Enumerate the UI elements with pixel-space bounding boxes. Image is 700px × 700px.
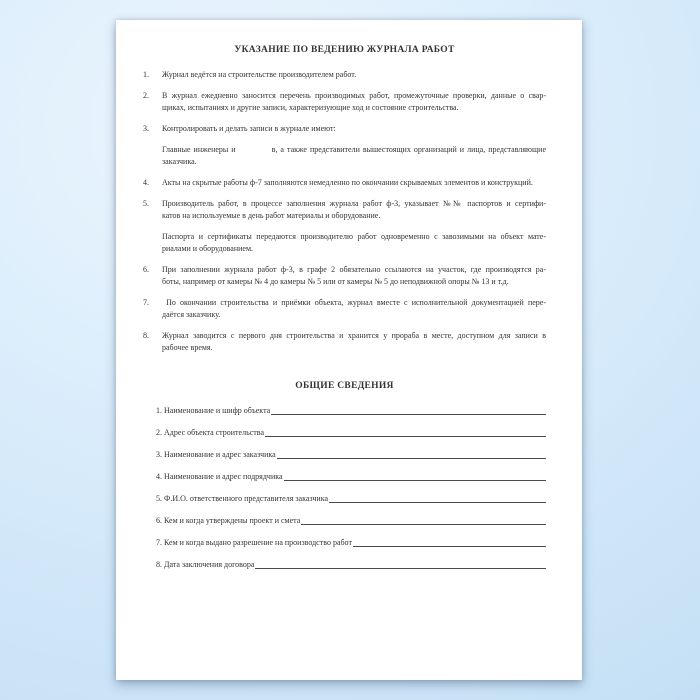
form-field-row: [156, 427, 546, 439]
item-text: [162, 123, 546, 135]
subparagraph-text: [162, 144, 546, 168]
item-number: 8.: [143, 331, 149, 340]
text-line: рабочее время.: [162, 343, 213, 352]
text-line: Журнал ведётся на строительстве производителем работ.: [162, 70, 357, 79]
item-text: [162, 264, 546, 288]
form-field-label: 2. Адрес объекта строительства: [156, 428, 265, 437]
instruction-subparagraph: [162, 231, 546, 255]
text-line: боты, например от камеры № 4 до камеры № 5 или от камеры № 5 до неподвижной опоры № 13 и т.д.: [162, 277, 509, 286]
item-number: 3.: [143, 124, 149, 133]
instruction-item: [143, 297, 546, 321]
text-line: Паспорта и сертификаты передаются производителю работ одновременно с завозимыми на объект мате-: [162, 232, 546, 241]
form-field-label: 3. Наименование и адрес заказчика: [156, 450, 276, 459]
form-field-row: [156, 405, 546, 417]
form-field-label: 8. Дата заключения договора: [156, 560, 255, 569]
item-text: [162, 330, 546, 354]
text-line: При заполнении журнала работ ф-3, в графе 2 обязательно ссылаются на участок, где производятся ра-: [162, 265, 546, 274]
text-line: катов на используемые в день работ материалы и оборудование.: [162, 211, 381, 220]
form-field-row: [156, 449, 546, 461]
text-line: заказчика.: [162, 157, 197, 166]
blank-fill-line: [329, 501, 546, 503]
instruction-item: [143, 177, 546, 189]
instruction-item: [143, 264, 546, 288]
subparagraph-text: [162, 231, 546, 255]
blank-fill-line: [271, 413, 546, 415]
blank-fill-line: [284, 479, 546, 481]
form-field-row: [156, 515, 546, 527]
general-info-form: [156, 405, 546, 571]
instructions-list: [143, 69, 546, 354]
general-info-title: ОБЩИЕ СВЕДЕНИЯ: [295, 381, 394, 391]
form-field-label: 6. Кем и когда утверждены проект и смета: [156, 516, 301, 525]
text-line: Акты на скрытые работы ф-7 заполняются немедленно по окончании скрываемых элементов и конструкций.: [162, 178, 533, 187]
form-field-label: 7. Кем и когда выдано разрешение на производство работ: [156, 538, 352, 547]
document-content: [116, 20, 582, 680]
item-number: 6.: [143, 265, 149, 274]
text-line: риалами и оборудованием.: [162, 244, 253, 253]
text-line: В журнал ежедневно заносится перечень производимых работ, промежуточные проверки, данные о свар-: [162, 91, 546, 100]
instruction-item: [143, 330, 546, 354]
item-text: [162, 297, 546, 321]
text-line: По окончании строительства и приёмки объекта, журнал вместе с исполнительной документацией пере-: [162, 298, 546, 307]
item-number: 5.: [143, 199, 149, 208]
item-text: [162, 69, 546, 81]
blank-fill-line: [265, 435, 546, 437]
form-field-label: 5. Ф.И.О. ответственного представителя заказчика: [156, 494, 329, 503]
blank-fill-line: [301, 523, 546, 525]
form-field-row: [156, 471, 546, 483]
form-field-row: [156, 537, 546, 549]
text-line: Производитель работ, в процессе заполнения журнала работ ф-3, указывает №№ паспортов и сертифи-: [162, 199, 546, 208]
form-field-row: [156, 559, 546, 571]
blank-fill-line: [255, 567, 546, 569]
item-number: 7.: [143, 298, 149, 307]
document-title: УКАЗАНИЕ ПО ВЕДЕНИЮ ЖУРНАЛА РАБОТ: [234, 45, 455, 55]
text-line: даётся заказчику.: [162, 310, 221, 319]
form-field-label: 4. Наименование и адрес подрядчика: [156, 472, 283, 481]
form-field-label: 1. Наименование и шифр объекта: [156, 406, 271, 415]
item-number: 4.: [143, 178, 149, 187]
instruction-item: [143, 90, 546, 114]
instruction-item: [143, 198, 546, 222]
instruction-subparagraph: [162, 144, 546, 168]
instruction-item: [143, 69, 546, 81]
item-text: [162, 90, 546, 114]
item-number: 2.: [143, 91, 149, 100]
item-number: 1.: [143, 70, 149, 79]
text-line: Контролировать и делать записи в журнале имеют:: [162, 124, 336, 133]
item-text: [162, 198, 546, 222]
text-line: Журнал заводится с первого дня строительства и хранится у прораба в месте, доступном для записи в: [162, 331, 546, 340]
item-text: [162, 177, 546, 189]
document-page: [116, 20, 582, 680]
text-line: Главные инженеры и в, а также представители вышестоящих организаций и лица, представляющие: [162, 145, 546, 154]
instruction-item: [143, 123, 546, 135]
blank-fill-line: [277, 457, 546, 459]
text-line: щиках, испытаниях и другие записи, характеризующие ход и состояние строительства.: [162, 103, 459, 112]
form-field-row: [156, 493, 546, 505]
blank-fill-line: [353, 545, 546, 547]
